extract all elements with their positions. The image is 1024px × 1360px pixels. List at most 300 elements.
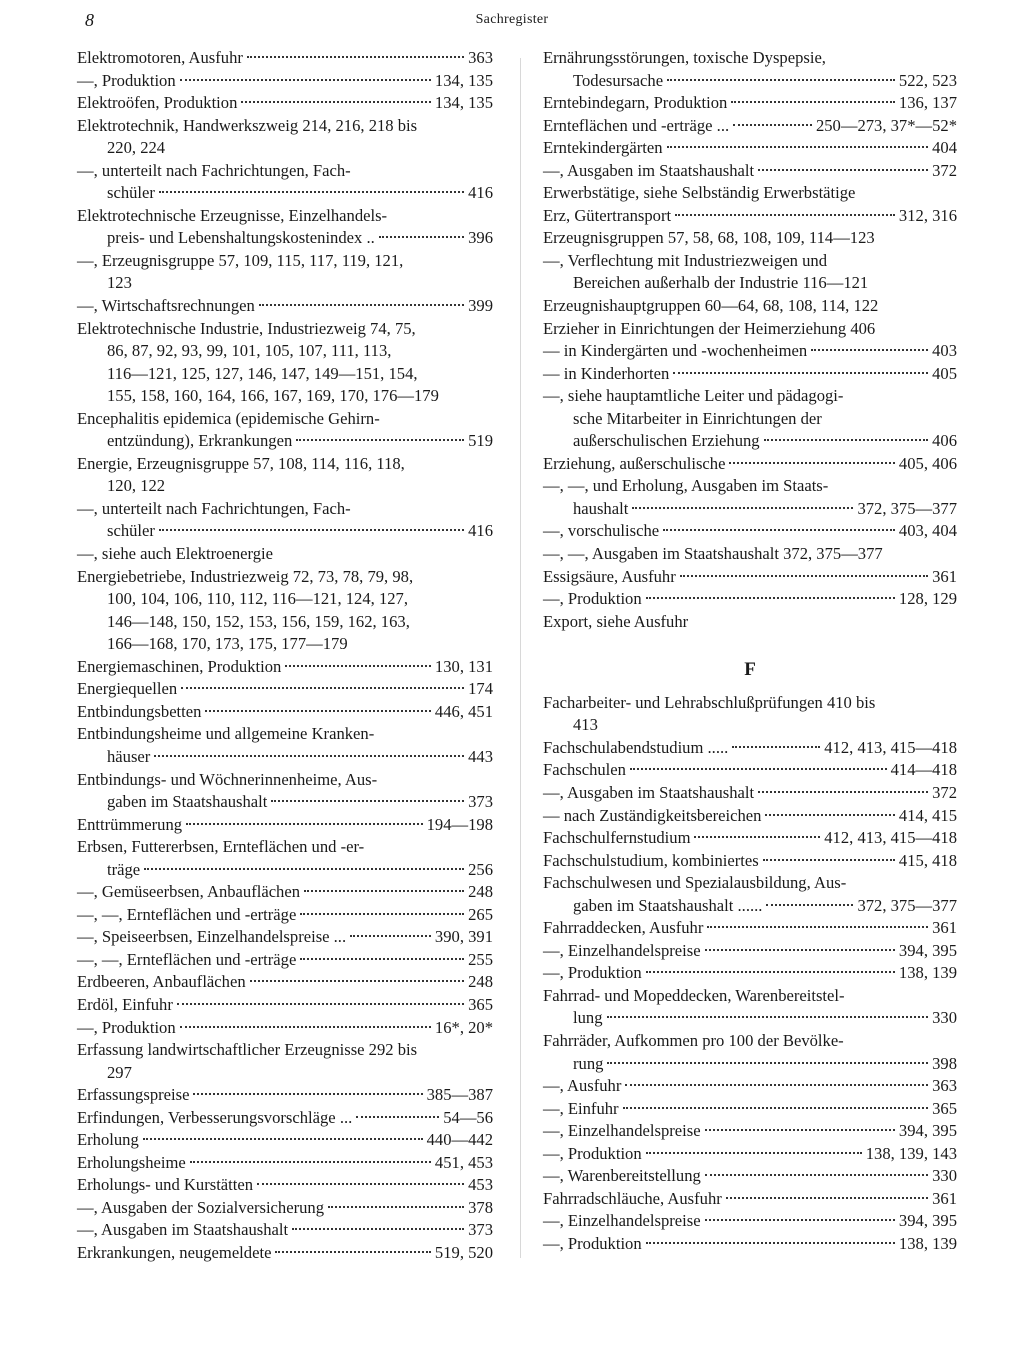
index-entry	[77, 408, 493, 431]
dot-leader	[143, 1138, 423, 1140]
index-entry-text: Elektrotechnische Erzeugnisse, Einzelhandels-	[77, 205, 388, 225]
dot-leader	[705, 949, 895, 951]
index-entry-pages: 414—418	[890, 760, 957, 780]
index-entry-pages: 390, 391	[434, 927, 493, 947]
index-entry-text: —, Verflechtung mit Industriezweigen und	[543, 250, 828, 270]
dot-leader	[705, 1174, 928, 1176]
index-entry-pages: 403	[932, 341, 957, 361]
index-entry-text: Fahrräder, Aufkommen pro 100 der Bevölke-	[543, 1030, 844, 1050]
index-entry-pages: 265	[468, 904, 493, 924]
index-entry-pages: 138, 139, 143	[865, 1143, 957, 1163]
index-entry-pages: 365	[932, 1098, 957, 1118]
index-entry-text: preis- und Lebenshaltungskostenindex ..	[107, 228, 375, 248]
column-divider	[520, 58, 521, 1258]
index-entry-pages: 406	[932, 431, 957, 451]
index-entry-text: gaben im Staatshaushalt ......	[573, 895, 763, 915]
dot-leader	[630, 768, 887, 770]
index-entry	[543, 250, 957, 273]
index-entry-pages: 363	[932, 1076, 957, 1096]
index-entry-pages: 250—273, 37*—52*	[815, 115, 957, 135]
index-entry-text: —, Gemüseerbsen, Anbauflächen	[77, 882, 301, 902]
index-entry-pages: 446, 451	[434, 701, 493, 721]
index-entry-text: Enttrümmerung	[77, 814, 183, 834]
index-entry	[77, 656, 493, 679]
index-entry-text: entzündung), Erkrankungen	[107, 431, 293, 451]
dot-leader	[304, 890, 464, 892]
dot-leader	[646, 1242, 895, 1244]
dot-leader	[766, 904, 853, 906]
dot-leader	[159, 191, 464, 193]
index-entry-pages: 330	[932, 1008, 957, 1028]
index-entry	[543, 782, 957, 805]
index-entry-text: —, unterteilt nach Fachrichtungen, Fach-	[77, 498, 351, 518]
index-entry	[77, 971, 493, 994]
index-entry	[543, 182, 957, 205]
index-entry-pages: 372, 375—377	[857, 498, 957, 518]
dot-leader	[675, 214, 895, 216]
index-entry	[77, 205, 493, 228]
index-entry-pages: 361	[932, 1188, 957, 1208]
index-entry-pages: 372	[932, 782, 957, 802]
index-entry-text: —, —, Ernteflächen und -erträge	[77, 949, 297, 969]
index-entry	[543, 227, 957, 250]
index-entry	[543, 805, 957, 828]
index-entry-pages: 404	[932, 138, 957, 158]
index-entry	[543, 272, 957, 295]
index-entry	[77, 769, 493, 792]
index-entry	[543, 115, 957, 138]
index-entry	[543, 714, 957, 737]
index-entry-pages: 330	[932, 1166, 957, 1186]
dot-leader	[180, 1026, 431, 1028]
index-entry-text: Erholungsheime	[77, 1152, 186, 1172]
index-entry	[77, 137, 493, 160]
index-entry-text: —, Ausgaben der Sozialversicherung	[77, 1197, 324, 1217]
dot-leader	[190, 1161, 431, 1163]
index-entry	[77, 949, 493, 972]
index-entry	[543, 408, 957, 431]
index-entry	[543, 543, 957, 566]
dot-leader	[159, 529, 464, 531]
index-entry	[77, 160, 493, 183]
index-entry	[543, 850, 957, 873]
dot-leader	[646, 1152, 862, 1154]
dot-leader	[705, 1129, 895, 1131]
index-entry-text: sche Mitarbeiter in Einrichtungen der	[573, 408, 822, 428]
index-entry-text: Erbsen, Futtererbsen, Ernteflächen und -er-	[77, 837, 365, 857]
running-title: Sachregister	[475, 12, 549, 27]
index-entry-text: Todesursache	[573, 70, 664, 90]
index-entry	[543, 475, 957, 498]
index-entry	[543, 385, 957, 408]
index-entry	[543, 1030, 957, 1053]
index-entry-text: schüler	[107, 521, 155, 541]
index-section-e	[543, 47, 957, 633]
index-entry-text: Erzeugnishauptgruppen 60—64, 68, 108, 114, 122	[543, 296, 879, 316]
index-entry-text: —, Produktion	[77, 70, 176, 90]
index-entry-text: Erzieher in Einrichtungen der Heimerziehung 406	[543, 318, 876, 338]
page-header	[0, 8, 1024, 34]
index-entry-pages: 415, 418	[898, 850, 957, 870]
index-entry	[77, 453, 493, 476]
index-entry-text: Erholungs- und Kurstätten	[77, 1175, 254, 1195]
index-entry	[77, 1017, 493, 1040]
index-entry-pages: 416	[468, 521, 493, 541]
index-entry-pages: 443	[468, 746, 493, 766]
index-entry	[77, 791, 493, 814]
index-entry	[543, 453, 957, 476]
index-entry-pages: 174	[468, 679, 493, 699]
dot-leader	[646, 971, 895, 973]
index-entry-pages: 412, 413, 415—418	[824, 737, 957, 757]
index-entry	[77, 520, 493, 543]
index-entry-text: — in Kindergärten und -wochenheimen	[543, 341, 808, 361]
dot-leader	[250, 980, 464, 982]
index-entry-text: Erz, Gütertransport	[543, 205, 672, 225]
dot-leader	[186, 823, 423, 825]
index-entry-text: träge	[107, 859, 141, 879]
index-entry-pages: 398	[932, 1053, 957, 1073]
index-entry-pages: 522, 523	[898, 70, 957, 90]
index-entry-pages: 394, 395	[898, 1211, 957, 1231]
index-entry	[77, 814, 493, 837]
index-entry	[77, 498, 493, 521]
index-entry-pages: 361	[932, 918, 957, 938]
dot-leader	[667, 146, 929, 148]
index-entry-text: Fahrradschläuche, Ausfuhr	[543, 1188, 722, 1208]
index-entry-pages: 373	[468, 1220, 493, 1240]
index-entry-pages: 519	[468, 431, 493, 451]
dot-leader	[296, 439, 464, 441]
index-entry-pages: 405, 406	[898, 453, 957, 473]
index-entry-text: Erzeugnisgruppen 57, 58, 68, 108, 109, 114—123	[543, 228, 875, 248]
index-entry-text: —, —, Ausgaben im Staatshaushalt 372, 375—377	[543, 544, 883, 564]
index-entry-pages: 385—387	[426, 1085, 493, 1105]
index-entry	[543, 566, 957, 589]
index-entry	[543, 92, 957, 115]
index-entry-text: Essigsäure, Ausfuhr	[543, 566, 676, 586]
index-entry-pages: 363	[468, 48, 493, 67]
index-entry-pages: 372	[932, 160, 957, 180]
index-entry-text: 123	[107, 273, 132, 293]
index-entry	[77, 115, 493, 138]
index-entry	[543, 611, 957, 634]
index-entry-text: 120, 122	[107, 476, 166, 496]
dot-leader	[680, 575, 928, 577]
index-entry-pages: 138, 139	[898, 1233, 957, 1253]
index-entry-pages: 416	[468, 183, 493, 203]
index-entry-text: 116—121, 125, 127, 146, 147, 149—151, 154,	[107, 363, 418, 383]
index-entry-pages: 403, 404	[898, 521, 957, 541]
index-entry-pages: 414, 415	[898, 805, 957, 825]
index-entry	[543, 70, 957, 93]
index-entry	[77, 1219, 493, 1242]
dot-leader	[271, 800, 464, 802]
index-entry-text: lung	[573, 1008, 603, 1028]
index-entry-text: gaben im Staatshaushalt	[107, 792, 268, 812]
index-entry-text: 166—168, 170, 173, 175, 177—179	[107, 634, 348, 654]
index-entry-text: Encephalitis epidemica (epidemische Gehirn-	[77, 408, 380, 428]
index-entry	[543, 160, 957, 183]
index-section-f	[543, 692, 957, 1256]
index-entry-text: —, —, und Erholung, Ausgaben im Staats-	[543, 476, 829, 496]
index-entry	[77, 746, 493, 769]
index-entry	[77, 295, 493, 318]
dot-leader	[259, 304, 464, 306]
index-entry	[543, 759, 957, 782]
index-entry	[77, 926, 493, 949]
dot-leader	[731, 101, 895, 103]
index-entry-pages: 361	[932, 566, 957, 586]
index-entry-text: —, Ausgaben im Staatshaushalt	[543, 782, 755, 802]
index-entry	[77, 836, 493, 859]
index-entry-text: Entbindungsbetten	[77, 701, 202, 721]
index-entry	[543, 295, 957, 318]
index-entry	[543, 318, 957, 341]
index-entry-text: —, Produktion	[543, 1143, 642, 1163]
index-entry	[543, 1075, 957, 1098]
index-entry	[543, 895, 957, 918]
index-entry-pages: 394, 395	[898, 940, 957, 960]
index-entry-text: Export, siehe Ausfuhr	[543, 611, 689, 631]
index-entry-text: — in Kinderhorten	[543, 363, 670, 383]
index-entry	[543, 917, 957, 940]
index-entry-text: Fachschulwesen und Spezialausbildung, Aus-	[543, 873, 847, 893]
dot-leader	[350, 935, 431, 937]
index-entry	[543, 1007, 957, 1030]
index-entry	[77, 904, 493, 927]
index-entry-text: —, Ausgaben im Staatshaushalt	[77, 1220, 289, 1240]
index-entry-pages: 54—56	[443, 1107, 493, 1127]
index-entry	[543, 872, 957, 895]
index-entry	[77, 678, 493, 701]
index-entry-text: Energiemaschinen, Produktion	[77, 656, 282, 676]
index-entry-text: Elektrotechnische Industrie, Industriezweig 74, 75,	[77, 318, 416, 338]
index-entry-pages: 312, 316	[898, 205, 957, 225]
dot-leader	[154, 755, 464, 757]
index-entry-pages: 134, 135	[434, 70, 493, 90]
index-entry-pages: 248	[468, 882, 493, 902]
index-entry-pages: 134, 135	[434, 93, 493, 113]
dot-leader	[257, 1183, 464, 1185]
index-entry-pages: 256	[468, 859, 493, 879]
index-entry	[543, 985, 957, 1008]
index-entry-text: 86, 87, 92, 93, 99, 101, 105, 107, 111, 113,	[107, 341, 392, 361]
index-entry	[77, 701, 493, 724]
dot-leader	[758, 169, 928, 171]
dot-leader	[285, 665, 431, 667]
index-entry-text: Erfindungen, Verbesserungsvorschläge ...	[77, 1107, 353, 1127]
index-entry-text: —, Warenbereitstellung	[543, 1166, 701, 1186]
index-entry-text: —, Ausfuhr	[543, 1076, 622, 1096]
index-column-left	[77, 47, 493, 1265]
dot-leader	[705, 1219, 895, 1221]
index-entry	[543, 340, 957, 363]
dot-leader	[607, 1062, 928, 1064]
dot-leader	[673, 372, 928, 374]
index-entry	[543, 940, 957, 963]
index-entry-text: Fahrraddecken, Ausfuhr	[543, 918, 704, 938]
index-entry-text: Ernährungsstörungen, toxische Dyspepsie,	[543, 48, 826, 67]
index-entry-pages: 194—198	[426, 814, 493, 834]
index-entry-text: Energie, Erzeugnisgruppe 57, 108, 114, 116, 118,	[77, 453, 405, 473]
index-entry-pages: 136, 137	[898, 93, 957, 113]
index-entry	[77, 1107, 493, 1130]
index-entry	[77, 272, 493, 295]
dot-leader	[765, 814, 895, 816]
dot-leader	[763, 859, 895, 861]
index-entry-text: häuser	[107, 746, 151, 766]
index-entry	[543, 1098, 957, 1121]
index-entry-pages: 399	[468, 296, 493, 316]
index-entry	[543, 363, 957, 386]
index-entry-text: Erntekindergärten	[543, 138, 663, 158]
index-entry-text: Energiebetriebe, Industriezweig 72, 73, 78, 79, 98,	[77, 566, 414, 586]
index-entry-text: 146—148, 150, 152, 153, 156, 159, 162, 163,	[107, 611, 410, 631]
index-entry	[543, 430, 957, 453]
index-entry	[77, 723, 493, 746]
index-entry	[77, 1174, 493, 1197]
index-entry	[77, 1039, 493, 1062]
index-entry-text: Erfassung landwirtschaftlicher Erzeugnisse 292 bis	[77, 1040, 418, 1060]
dot-leader	[144, 868, 464, 870]
dot-leader	[632, 507, 853, 509]
index-entry-text: Erwerbstätige, siehe Selbständig Erwerbstätige	[543, 183, 856, 203]
index-entry-text: schüler	[107, 183, 155, 203]
index-entry-text: Facharbeiter- und Lehrabschlußprüfungen 410 bis	[543, 692, 876, 712]
index-entry-text: —, siehe hauptamtliche Leiter und pädagogi-	[543, 386, 844, 406]
dot-leader	[607, 1016, 929, 1018]
dot-leader	[356, 1116, 439, 1118]
index-entry	[77, 385, 493, 408]
dot-leader	[300, 913, 464, 915]
index-entry-text: Erkrankungen, neugemeldete	[77, 1242, 272, 1262]
index-entry-text: —, Speiseerbsen, Einzelhandelspreise ...	[77, 927, 347, 947]
index-entry-text: 100, 104, 106, 110, 112, 116—121, 124, 127,	[107, 589, 408, 609]
index-entry	[77, 859, 493, 882]
index-entry	[77, 70, 493, 93]
index-entry	[543, 1188, 957, 1211]
index-entry	[77, 588, 493, 611]
index-entry	[77, 227, 493, 250]
index-entry-pages: 451, 453	[434, 1152, 493, 1172]
dot-leader	[300, 958, 464, 960]
index-entry	[543, 692, 957, 715]
dot-leader	[181, 687, 464, 689]
index-entry-pages: 519, 520	[434, 1242, 493, 1262]
index-entry	[77, 363, 493, 386]
index-entry-text: Fachschulabendstudium .....	[543, 737, 729, 757]
index-entry-text: —, Einfuhr	[543, 1098, 619, 1118]
index-entry	[77, 1152, 493, 1175]
dot-leader	[663, 529, 895, 531]
index-entry	[77, 182, 493, 205]
index-entry	[543, 520, 957, 543]
index-entry	[543, 1165, 957, 1188]
index-entry-text: —, Ausgaben im Staatshaushalt	[543, 160, 755, 180]
index-entry	[77, 340, 493, 363]
dot-leader	[379, 236, 464, 238]
dot-leader	[732, 746, 820, 748]
index-entry-text: außerschulischen Erziehung	[573, 431, 760, 451]
index-entry	[77, 318, 493, 341]
index-entry-pages: 128, 129	[898, 589, 957, 609]
index-entry	[543, 588, 957, 611]
index-entry-text: rung	[573, 1053, 604, 1073]
index-entry-pages: 440—442	[426, 1130, 493, 1150]
index-entry	[77, 1084, 493, 1107]
index-entry-text: Elektrotechnik, Handwerkszweig 214, 216, 218 bis	[77, 115, 418, 135]
dot-leader	[733, 124, 812, 126]
index-entry-text: 155, 158, 160, 164, 166, 167, 169, 170, 176—179	[107, 386, 439, 406]
index-entry	[77, 1242, 493, 1265]
index-entry-text: —, —, Ernteflächen und -erträge	[77, 904, 297, 924]
index-entry	[77, 430, 493, 453]
index-entry	[77, 611, 493, 634]
index-entry-text: —, Einzelhandelspreise	[543, 940, 701, 960]
index-entry-text: Erfassungspreise	[77, 1085, 190, 1105]
index-entry-text: Energiequellen	[77, 679, 178, 699]
index-entry-text: Erziehung, außerschulische	[543, 453, 726, 473]
index-entry	[543, 962, 957, 985]
dot-leader	[625, 1084, 928, 1086]
index-entry-pages: 130, 131	[434, 656, 493, 676]
index-entry	[543, 498, 957, 521]
index-entry-text: haushalt	[573, 498, 629, 518]
index-column-right	[543, 47, 957, 1255]
index-entry	[77, 543, 493, 566]
dot-leader	[667, 79, 895, 81]
index-entry-text: — nach Zuständigkeitsbereichen	[543, 805, 762, 825]
index-entry-text: —, Einzelhandelspreise	[543, 1121, 701, 1141]
index-entry	[543, 1233, 957, 1256]
index-entry	[77, 633, 493, 656]
index-entry	[77, 566, 493, 589]
index-entry-text: Elektroöfen, Produktion	[77, 93, 238, 113]
index-entry-text: —, Produktion	[543, 1233, 642, 1253]
index-entry-text: Erntebindegarn, Produktion	[543, 93, 728, 113]
index-entry-pages: 394, 395	[898, 1121, 957, 1141]
index-entry-text: Erdbeeren, Anbauflächen	[77, 972, 246, 992]
index-entry-text: —, Erzeugnisgruppe 57, 109, 115, 117, 119, 121,	[77, 250, 404, 270]
index-entry-text: Fahrrad- und Mopeddecken, Warenbereitstel-	[543, 985, 845, 1005]
index-entry-pages: 138, 139	[898, 963, 957, 983]
dot-leader	[764, 439, 929, 441]
index-entry-text: —, siehe auch Elektroenergie	[77, 544, 273, 564]
index-entry-pages: 453	[468, 1175, 493, 1195]
index-entry-text: —, unterteilt nach Fachrichtungen, Fach-	[77, 160, 351, 180]
index-entry-pages: 396	[468, 228, 493, 248]
dot-leader	[811, 349, 928, 351]
index-entry	[77, 47, 493, 70]
index-entry	[77, 881, 493, 904]
index-entry	[77, 92, 493, 115]
index-entry	[77, 475, 493, 498]
dot-leader	[328, 1206, 464, 1208]
dot-leader	[623, 1107, 929, 1109]
index-entry-text: —, Wirtschaftsrechnungen	[77, 296, 255, 316]
dot-leader	[292, 1228, 464, 1230]
index-entry-text: 413	[573, 715, 598, 735]
index-entry-text: Ernteflächen und -erträge ...	[543, 115, 730, 135]
index-entry-pages: 405	[932, 363, 957, 383]
dot-leader	[177, 1003, 464, 1005]
dot-leader	[729, 462, 894, 464]
index-entry-pages: 255	[468, 949, 493, 969]
index-entry	[77, 1197, 493, 1220]
index-entry-text: Fachschulfernstudium	[543, 828, 691, 848]
dot-leader	[247, 56, 464, 58]
